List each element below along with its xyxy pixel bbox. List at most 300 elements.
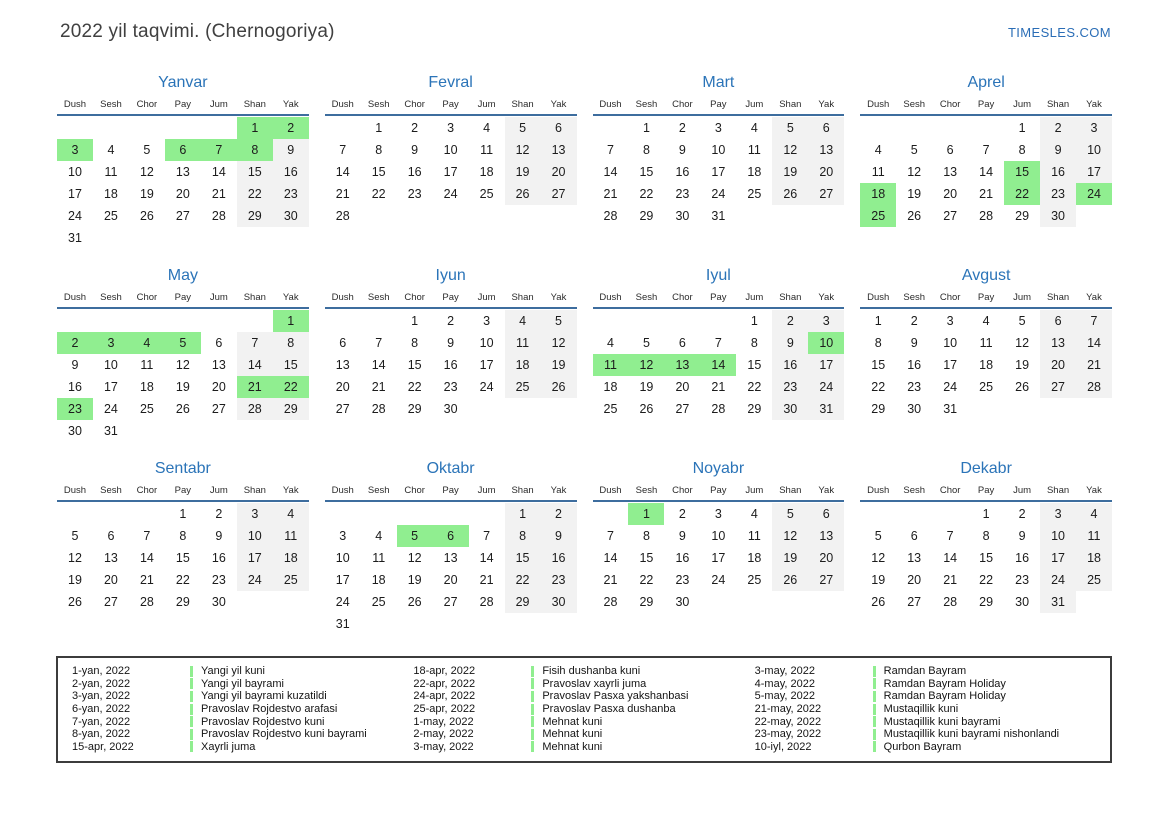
day-cell [433, 613, 469, 635]
day-cell: 12 [772, 139, 808, 161]
day-cell: 19 [175, 380, 190, 394]
day-cell: 4 [505, 310, 541, 332]
day-cell: 26 [175, 402, 190, 416]
day-cell: 27 [1040, 376, 1076, 398]
day-cell: 21 [371, 380, 386, 394]
weekday-label: Chor [404, 485, 425, 496]
day-cell: 28 [979, 209, 994, 223]
day-cell: 24 [711, 187, 726, 201]
day-cell: 12 [407, 551, 422, 565]
weekday-label: Chor [404, 99, 425, 110]
day-cell: 19 [1015, 358, 1030, 372]
day-grid [860, 117, 1112, 227]
day-cell: 8 [505, 525, 541, 547]
day-cell: 9 [678, 143, 686, 157]
day-cell: 23 [541, 569, 577, 591]
weekday-label: Shan [779, 292, 802, 303]
day-cell: 14 [700, 354, 736, 376]
holiday-marker-icon [190, 678, 193, 689]
legend-entry [755, 715, 1096, 728]
day-cell: 23 [443, 380, 458, 394]
weekday-label: Jum [477, 99, 496, 110]
day-cell: 15 [273, 354, 309, 376]
day-cell: 7 [1076, 310, 1112, 332]
day-grid [860, 310, 1112, 420]
holiday-marker-icon [531, 691, 534, 702]
day-cell: 23 [273, 183, 309, 205]
weekday-label: Pay [174, 292, 192, 303]
day-cell [593, 117, 629, 139]
holiday-marker-icon [190, 704, 193, 715]
weekday-label: Dush [599, 292, 622, 303]
day-cell: 24 [237, 569, 273, 591]
day-cell: 1 [628, 503, 664, 525]
legend-entry [413, 690, 754, 703]
day-cell: 16 [273, 161, 309, 183]
day-cell: 2 [57, 332, 93, 354]
day-cell: 26 [639, 402, 654, 416]
day-cell: 25 [860, 205, 896, 227]
day-cell: 3 [447, 121, 455, 135]
legend-entry-date: 1-yan, 2022 [72, 665, 131, 678]
legend-entry-name: Ramdan Bayram Holiday [883, 690, 1006, 703]
weekday-label: Chor [136, 485, 158, 496]
day-cell: 12 [1015, 336, 1030, 350]
day-cell [808, 205, 844, 227]
day-cell: 9 [772, 332, 808, 354]
legend-entry [413, 715, 754, 728]
day-cell [664, 310, 700, 332]
day-cell: 25 [979, 380, 994, 394]
day-cell: 1 [375, 121, 383, 135]
month-iyul [593, 267, 845, 442]
legend-entry [72, 728, 413, 741]
legend-entry [413, 665, 754, 678]
day-cell: 16 [675, 165, 690, 179]
day-cell: 10 [1076, 139, 1112, 161]
legend-entry-date: 21-may, 2022 [754, 703, 822, 716]
day-cell: 16 [675, 551, 690, 565]
month-noyabr [593, 460, 845, 635]
weekday-label: Dush [63, 485, 87, 496]
day-cell: 10 [808, 332, 844, 354]
day-cell: 26 [407, 595, 422, 609]
day-cell: 6 [946, 143, 954, 157]
day-cell: 23 [907, 380, 922, 394]
day-cell: 26 [139, 209, 154, 223]
day-cell: 9 [273, 139, 309, 161]
day-cell [541, 398, 577, 420]
day-cell: 3 [946, 314, 954, 328]
weekday-label: Jum [477, 292, 496, 303]
day-cell: 18 [747, 551, 762, 565]
day-cell: 20 [675, 380, 690, 394]
day-cell: 23 [57, 398, 93, 420]
day-cell: 29 [1015, 209, 1030, 223]
day-cell [469, 503, 505, 525]
weekday-header-row [57, 485, 309, 502]
day-cell: 11 [747, 143, 761, 157]
day-grid [593, 503, 845, 613]
legend-entry-name: Pravoslav Pasxa dushanba [542, 703, 676, 716]
day-cell: 5 [397, 525, 433, 547]
month-title: Iyul [705, 267, 731, 284]
day-cell [165, 420, 201, 442]
legend-entry-name: Mehnat kuni [542, 728, 603, 741]
day-cell [541, 613, 577, 635]
holiday-legend [56, 656, 1112, 763]
day-cell: 16 [772, 354, 808, 376]
day-cell: 9 [1018, 529, 1026, 543]
day-cell: 26 [871, 595, 886, 609]
day-cell: 3 [714, 121, 722, 135]
weekday-label: Shan [1046, 485, 1070, 496]
day-cell: 25 [479, 187, 494, 201]
day-cell: 12 [139, 165, 154, 179]
legend-entry [72, 715, 413, 728]
legend-entry-date: 7-yan, 2022 [72, 715, 131, 728]
day-cell: 13 [1040, 332, 1076, 354]
day-cell: 27 [443, 595, 458, 609]
day-cell: 24 [68, 209, 82, 223]
day-grid [593, 310, 845, 420]
weekday-label: Pay [710, 485, 727, 496]
day-cell: 12 [628, 354, 664, 376]
day-cell: 11 [104, 165, 118, 179]
weekday-label: Jum [209, 292, 228, 303]
legend-entry [72, 703, 413, 716]
day-cell [93, 310, 129, 332]
day-cell: 5 [1018, 314, 1026, 328]
holiday-marker-icon [873, 666, 876, 677]
day-cell: 22 [237, 183, 273, 205]
day-cell: 2 [678, 121, 686, 135]
day-cell [361, 613, 397, 635]
day-cell: 20 [103, 573, 118, 587]
day-cell [129, 420, 165, 442]
weekday-label: Dush [331, 292, 354, 303]
month-title: Aprel [967, 74, 1005, 91]
day-cell: 6 [678, 336, 686, 350]
day-cell: 7 [982, 143, 990, 157]
legend-entry-name: Pravoslav Rojdestvo kuni [201, 715, 325, 728]
site-link[interactable]: TIMESLES.COM [1007, 25, 1111, 40]
day-cell: 28 [237, 398, 273, 420]
legend-entry-name: Pravoslav Pasxa yakshanbasi [542, 690, 689, 703]
day-cell: 11 [979, 336, 993, 350]
weekday-label: Jum [745, 292, 764, 303]
day-cell: 23 [211, 573, 226, 587]
day-cell: 25 [139, 402, 154, 416]
weekday-label: Sesh [635, 292, 658, 303]
weekday-header-row [860, 485, 1112, 502]
month-title: Iyun [435, 267, 466, 284]
day-cell: 24 [479, 380, 494, 394]
day-cell: 17 [1076, 161, 1112, 183]
day-cell [273, 227, 309, 249]
day-cell: 5 [772, 503, 808, 525]
legend-entry-name: Fisih dushanba kuni [542, 665, 641, 678]
day-cell [237, 310, 273, 332]
day-cell [772, 591, 808, 613]
day-cell: 13 [443, 551, 458, 565]
day-cell: 15 [407, 358, 422, 372]
weekday-label: Dush [331, 485, 354, 496]
day-cell [237, 227, 273, 249]
day-cell: 19 [407, 573, 422, 587]
day-cell: 29 [407, 402, 422, 416]
day-cell [1004, 398, 1040, 420]
day-cell: 29 [639, 209, 654, 223]
day-cell [201, 420, 237, 442]
weekday-label: Pay [442, 99, 459, 110]
day-cell: 15 [1004, 161, 1040, 183]
day-cell: 30 [675, 209, 690, 223]
holiday-marker-icon [531, 716, 534, 727]
day-cell [968, 398, 1004, 420]
day-cell: 22 [747, 380, 762, 394]
day-cell: 2 [772, 310, 808, 332]
day-cell: 4 [273, 503, 309, 525]
day-cell: 3 [1076, 117, 1112, 139]
legend-entry-date: 8-yan, 2022 [72, 728, 131, 741]
day-cell: 23 [407, 187, 422, 201]
day-cell [968, 117, 1004, 139]
day-cell: 20 [1040, 354, 1076, 376]
day-cell: 30 [907, 402, 922, 416]
day-cell: 16 [68, 380, 82, 394]
day-cell: 25 [1076, 569, 1112, 591]
legend-entry [413, 741, 754, 754]
holiday-marker-icon [873, 716, 876, 727]
day-cell: 1 [411, 314, 419, 328]
day-cell: 24 [943, 380, 958, 394]
legend-entry-name: Pravoslav Rojdestvo arafasi [201, 703, 338, 716]
day-cell [932, 117, 968, 139]
day-cell: 13 [541, 139, 577, 161]
weekday-label: Shan [1046, 99, 1070, 110]
day-cell: 15 [237, 161, 273, 183]
day-cell: 8 [411, 336, 419, 350]
day-cell: 8 [375, 143, 383, 157]
day-cell: 1 [1018, 121, 1026, 135]
weekday-label: Jum [209, 99, 228, 110]
day-cell [433, 205, 469, 227]
legend-entry-name: Mustaqillik kuni bayrami nishonlandi [883, 728, 1060, 741]
weekday-header-row [593, 292, 845, 309]
weekday-label: Pay [174, 485, 192, 496]
day-cell: 15 [747, 358, 762, 372]
legend-entry [755, 703, 1096, 716]
weekday-label: Chor [136, 99, 158, 110]
day-cell: 18 [139, 380, 154, 394]
day-cell: 21 [711, 380, 726, 394]
day-cell [325, 117, 361, 139]
day-cell: 17 [103, 380, 118, 394]
day-cell: 9 [1040, 139, 1076, 161]
day-cell: 13 [808, 139, 844, 161]
day-cell: 2 [447, 314, 455, 328]
day-cell: 27 [335, 402, 350, 416]
day-cell: 21 [603, 573, 618, 587]
weekday-label: Pay [442, 292, 459, 303]
month-title: Mart [702, 74, 735, 91]
holiday-marker-icon [873, 704, 876, 715]
month-dekabr [860, 460, 1112, 635]
month-title: Sentabr [154, 460, 211, 477]
day-cell [165, 310, 201, 332]
holiday-marker-icon [873, 691, 876, 702]
day-cell: 17 [68, 187, 82, 201]
day-cell: 27 [103, 595, 118, 609]
day-cell: 31 [808, 398, 844, 420]
day-cell: 7 [143, 529, 151, 543]
day-cell: 18 [603, 380, 618, 394]
day-cell: 14 [237, 354, 273, 376]
day-cell: 2 [678, 507, 686, 521]
day-cell [397, 205, 433, 227]
day-cell: 23 [675, 187, 690, 201]
legend-entry-name: Xayrli juma [201, 740, 256, 753]
day-cell: 20 [335, 380, 350, 394]
day-cell: 6 [107, 529, 115, 543]
day-cell: 24 [443, 187, 458, 201]
day-cell [469, 205, 505, 227]
weekday-label: Pay [710, 99, 727, 110]
day-cell [325, 310, 361, 332]
month-mart [593, 74, 845, 249]
day-cell: 21 [1076, 354, 1112, 376]
day-cell: 5 [505, 117, 541, 139]
day-cell: 1 [750, 314, 758, 328]
weekday-label: Chor [672, 99, 693, 110]
day-cell: 29 [273, 398, 309, 420]
day-cell: 24 [335, 595, 350, 609]
day-cell: 10 [237, 525, 273, 547]
day-cell: 21 [943, 573, 958, 587]
day-cell: 19 [505, 161, 541, 183]
day-cell: 10 [68, 165, 82, 179]
day-cell [1076, 205, 1112, 227]
day-cell: 5 [772, 117, 808, 139]
day-cell: 19 [871, 573, 886, 587]
day-grid [57, 117, 309, 249]
legend-entry-date: 3-may, 2022 [413, 740, 474, 753]
day-cell: 18 [979, 358, 994, 372]
day-cell: 7 [607, 529, 614, 543]
day-cell: 25 [603, 402, 618, 416]
day-cell: 10 [943, 336, 958, 350]
day-cell [93, 117, 129, 139]
day-cell: 7 [339, 143, 347, 157]
weekday-label: Jum [477, 485, 496, 496]
legend-entry-date: 2-yan, 2022 [72, 677, 131, 690]
day-grid [57, 310, 309, 442]
day-cell: 22 [639, 573, 654, 587]
day-cell: 18 [103, 187, 118, 201]
day-cell: 30 [211, 595, 226, 609]
day-cell: 12 [871, 551, 886, 565]
day-cell: 4 [1076, 503, 1112, 525]
day-cell: 6 [541, 117, 577, 139]
day-cell: 11 [747, 529, 761, 543]
day-cell: 30 [1015, 595, 1030, 609]
day-cell: 5 [143, 143, 151, 157]
legend-entry-name: Mehnat kuni [542, 740, 603, 753]
day-cell: 27 [211, 402, 226, 416]
day-cell: 25 [103, 209, 118, 223]
day-cell [1076, 591, 1112, 613]
day-cell: 29 [871, 402, 886, 416]
day-cell: 11 [480, 143, 494, 157]
day-cell: 27 [808, 183, 844, 205]
day-cell: 28 [139, 595, 154, 609]
day-cell [325, 503, 361, 525]
day-cell: 12 [772, 525, 808, 547]
day-cell: 24 [103, 402, 118, 416]
day-cell: 10 [711, 529, 726, 543]
weekday-label: Chor [939, 99, 961, 110]
day-cell: 28 [603, 595, 618, 609]
day-cell: 29 [639, 595, 654, 609]
day-cell: 25 [747, 573, 762, 587]
day-cell: 19 [139, 187, 154, 201]
month-title: Fevral [428, 74, 473, 91]
weekday-label: Pay [977, 99, 995, 110]
weekday-label: Yak [818, 292, 835, 303]
day-cell: 13 [175, 165, 190, 179]
weekday-label: Yak [550, 485, 567, 496]
weekday-label: Chor [939, 485, 961, 496]
day-cell: 13 [808, 525, 844, 547]
day-cell: 21 [211, 187, 226, 201]
day-cell: 9 [678, 529, 686, 543]
day-cell: 26 [505, 183, 541, 205]
weekday-header-row [593, 485, 845, 502]
day-cell: 30 [1040, 205, 1076, 227]
day-cell: 16 [1040, 161, 1076, 183]
day-cell: 16 [211, 551, 226, 565]
weekday-label: Shan [511, 292, 534, 303]
day-cell: 20 [211, 380, 226, 394]
day-cell: 8 [874, 336, 882, 350]
day-cell: 21 [139, 573, 154, 587]
day-cell: 28 [335, 209, 350, 223]
day-cell: 11 [273, 525, 309, 547]
day-cell [628, 310, 664, 332]
weekday-label: Shan [243, 485, 266, 496]
day-cell: 1 [874, 314, 882, 328]
day-cell: 21 [237, 376, 273, 398]
day-cell: 15 [505, 547, 541, 569]
day-cell: 12 [907, 165, 922, 179]
day-cell: 7 [607, 143, 614, 157]
day-cell: 15 [371, 165, 386, 179]
day-cell: 10 [711, 143, 726, 157]
month-sentabr [57, 460, 309, 635]
month-title: Dekabr [960, 460, 1012, 477]
day-cell: 16 [443, 358, 458, 372]
holiday-marker-icon [190, 716, 193, 727]
month-may [57, 267, 309, 442]
day-cell [361, 503, 397, 525]
day-cell: 25 [273, 569, 309, 591]
day-cell: 24 [1076, 183, 1112, 205]
day-cell: 3 [1040, 503, 1076, 525]
weekday-label: Chor [136, 292, 158, 303]
day-cell: 10 [1040, 525, 1076, 547]
day-cell: 17 [443, 165, 458, 179]
